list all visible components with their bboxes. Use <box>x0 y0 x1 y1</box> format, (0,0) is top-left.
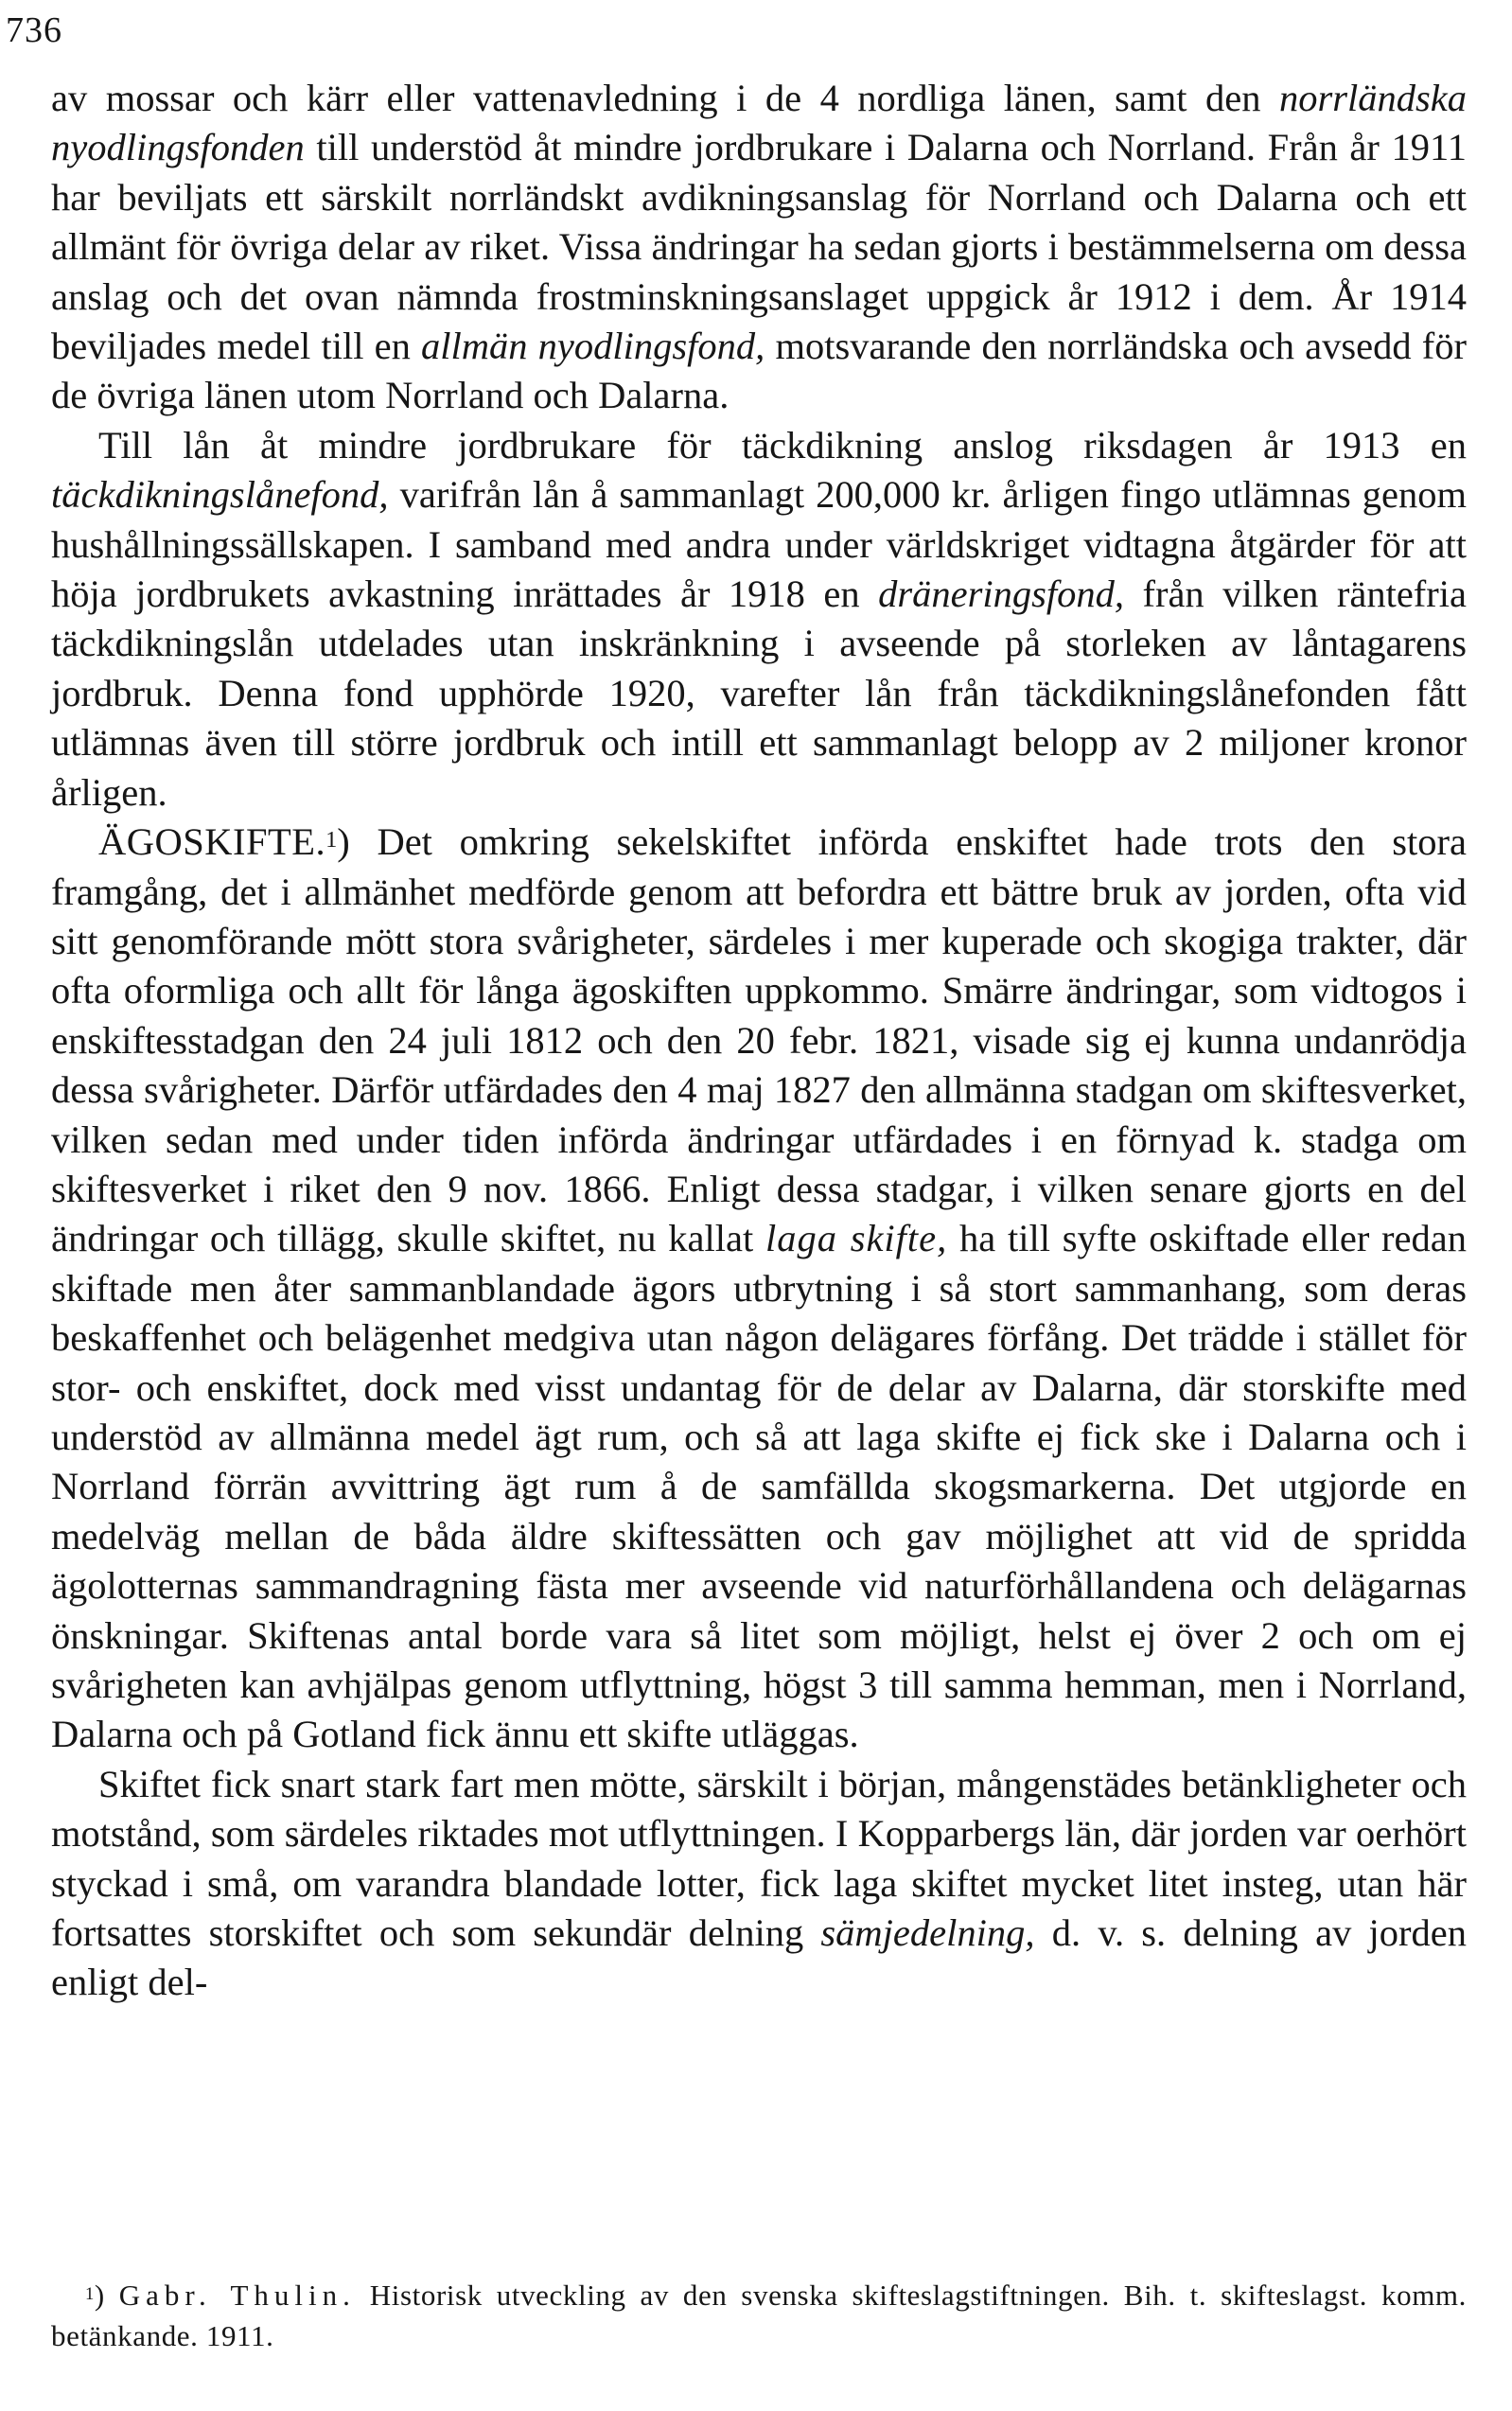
paragraph-4 <box>51 1760 1467 2008</box>
footnote-marker: 1 <box>85 2283 95 2304</box>
paragraph-3-text: ) Det omkring sekelskiftet införda enskiftet hade trots den stora framgång, det i allmänhet medförde genom att befordra ett bättre bruk av jorden, ofta vid sitt genomförande mött stora svårigheter, särdeles i mer kuperade och skogiga trakter, där ofta oformliga och allt för långa ägoskiften uppkommo. Smärre ändringar, som vidtogos i enskiftesstadgan den 24 juli 1812 och den 20 febr. 1821, visade sig ej kunna undanrödja dessa svårigheter. Därför utfärdades den 4 maj 1827 den allmänna stadgan om skiftesverket, vilken sedan med under tiden införda ändringar utfärdades i en förnyad k. stadga om skiftesverket i riket den 9 nov. 1866. Enligt dessa stadgar, i vilken senare gjorts en del ändringar och tillägg, skulle skiftet, nu kallat <box>51 820 1467 1260</box>
italic-term-allman-nyodlingsfond: allmän nyodlingsfond, <box>421 325 765 368</box>
italic-term-laga-skifte: laga skifte, <box>765 1217 948 1260</box>
paragraph-4-text: Skiftet fick snart stark fart men mötte, särskilt i början, mångenstädes betänkligheter och motstånd, som särdeles riktades mot utflyttningen. I Kopparbergs län, där jorden var oerhört styckad i små, om varandra blandade lotter, fick laga skiftet mycket litet insteg, utan här fortsattes storskiftet och som sekundär delning <box>51 1762 1467 1955</box>
paragraph-2-text: Till lån åt mindre jordbrukare för täckdikning anslog riksdagen år 1913 en <box>98 423 1467 466</box>
footnote-author: Gabr. Thulin. <box>118 2279 356 2312</box>
italic-term-tackdikningslanefond: täckdikningslånefond, <box>51 473 389 517</box>
footnote-text: Historisk utveckling av den svenska skifteslagstiftningen. Bih. t. skifteslagst. komm. betänkande. 1911. <box>51 2279 1467 2352</box>
paragraph-1-text: till understöd åt mindre jordbrukare i Dalarna och Norrland. Från år 1911 har beviljats ett särskilt norrländskt avdikningsanslag för Norrland och Dalarna och ett allmänt för övriga delar av riket. Vissa ändringar ha sedan gjorts i bestämmelserna om dessa anslag och det ovan nämnda frostminskningsanslaget uppgick år 1912 i dem. År 1914 beviljades medel till en <box>51 126 1467 368</box>
paragraph-1-text: av mossar och kärr eller vattenavledning i de 4 nordliga länen, samt den <box>51 77 1279 119</box>
paragraph-3 <box>51 818 1467 1760</box>
paragraph-4-text: d. v. s. delning av jorden enligt del- <box>51 1911 1467 2004</box>
italic-term-draneringsfond: dräneringsfond, <box>878 572 1124 616</box>
paragraph-2-text: från vilken räntefria täckdikningslån utdelades utan inskränkning i avseende på storleken av låntagarens jordbruk. Denna fond upphörde 1920, varefter lån från täckdikningslånefonden fått utlämnas även till större jordbruk och intill ett sammanlagt belopp av 2 miljoner kronor årligen. <box>51 572 1467 814</box>
paragraph-3-text: ha till syfte oskiftade eller redan skiftade men åter sammanblandade ägors utbrytning i så stort sammanhang, som deras beskaffenhet och belägenhet medgiva utan någon delägares förfång. Det trädde i stället för stor- och enskiftet, dock med visst undantag för de delar av Dalarna, där storskifte med understöd av allmänna medel ägt rum, och så att laga skifte ej fick ske i Dalarna och i Norrland förrän avvittring ägt rum å de samfällda skogsmarkerna. Det utgjorde en medelväg mellan de båda äldre skiftessätten och gav möjlighet att vid de spridda ägolotternas sammandragning fästa mer avseende vid naturförhållandena och delägarnas önskningar. Skiftenas antal borde vara så litet som möjligt, helst ej över 2 och om ej svårigheten kan avhjälpas genom utflyttning, högst 3 till samma hemman, men i Norrland, Dalarna och på Gotland fick ännu ett skifte utläggas. <box>51 1217 1467 1756</box>
page-number: 736 <box>6 10 62 50</box>
footnote-reference: 1 <box>325 826 338 853</box>
paragraph-1-text: motsvarande den norrländska och avsedd för de övriga länen utom Norrland och Dalarna. <box>51 325 1467 417</box>
italic-term-samjedelning: sämjedelning, <box>820 1911 1035 1955</box>
footnote-entry: $^1$) Gabr. Thulin. Historisk utveckling av den svenska skifteslagstiftningen. Bih. t. skifteslagst. komm. betänkande. 1911. <box>51 2279 1467 2352</box>
italic-term-norrlandska-nyodlingsfonden: norrländska nyodlingsfonden <box>51 77 1467 169</box>
paragraph-1 <box>51 74 1467 421</box>
section-heading-agoskifte: ÄGOSKIFTE. <box>98 820 326 864</box>
body-text <box>51 74 1467 2008</box>
paragraph-2-text: varifrån lån å sammanlagt 200,000 kr. årligen fingo utlämnas genom hushållningssällskapen. I samband med andra under världskriget vidtagna åtgärder för att höja jordbrukets avkastning inrättades år 1918 en <box>51 473 1467 616</box>
footnote <box>51 2275 1467 2356</box>
paragraph-2 <box>51 421 1467 818</box>
